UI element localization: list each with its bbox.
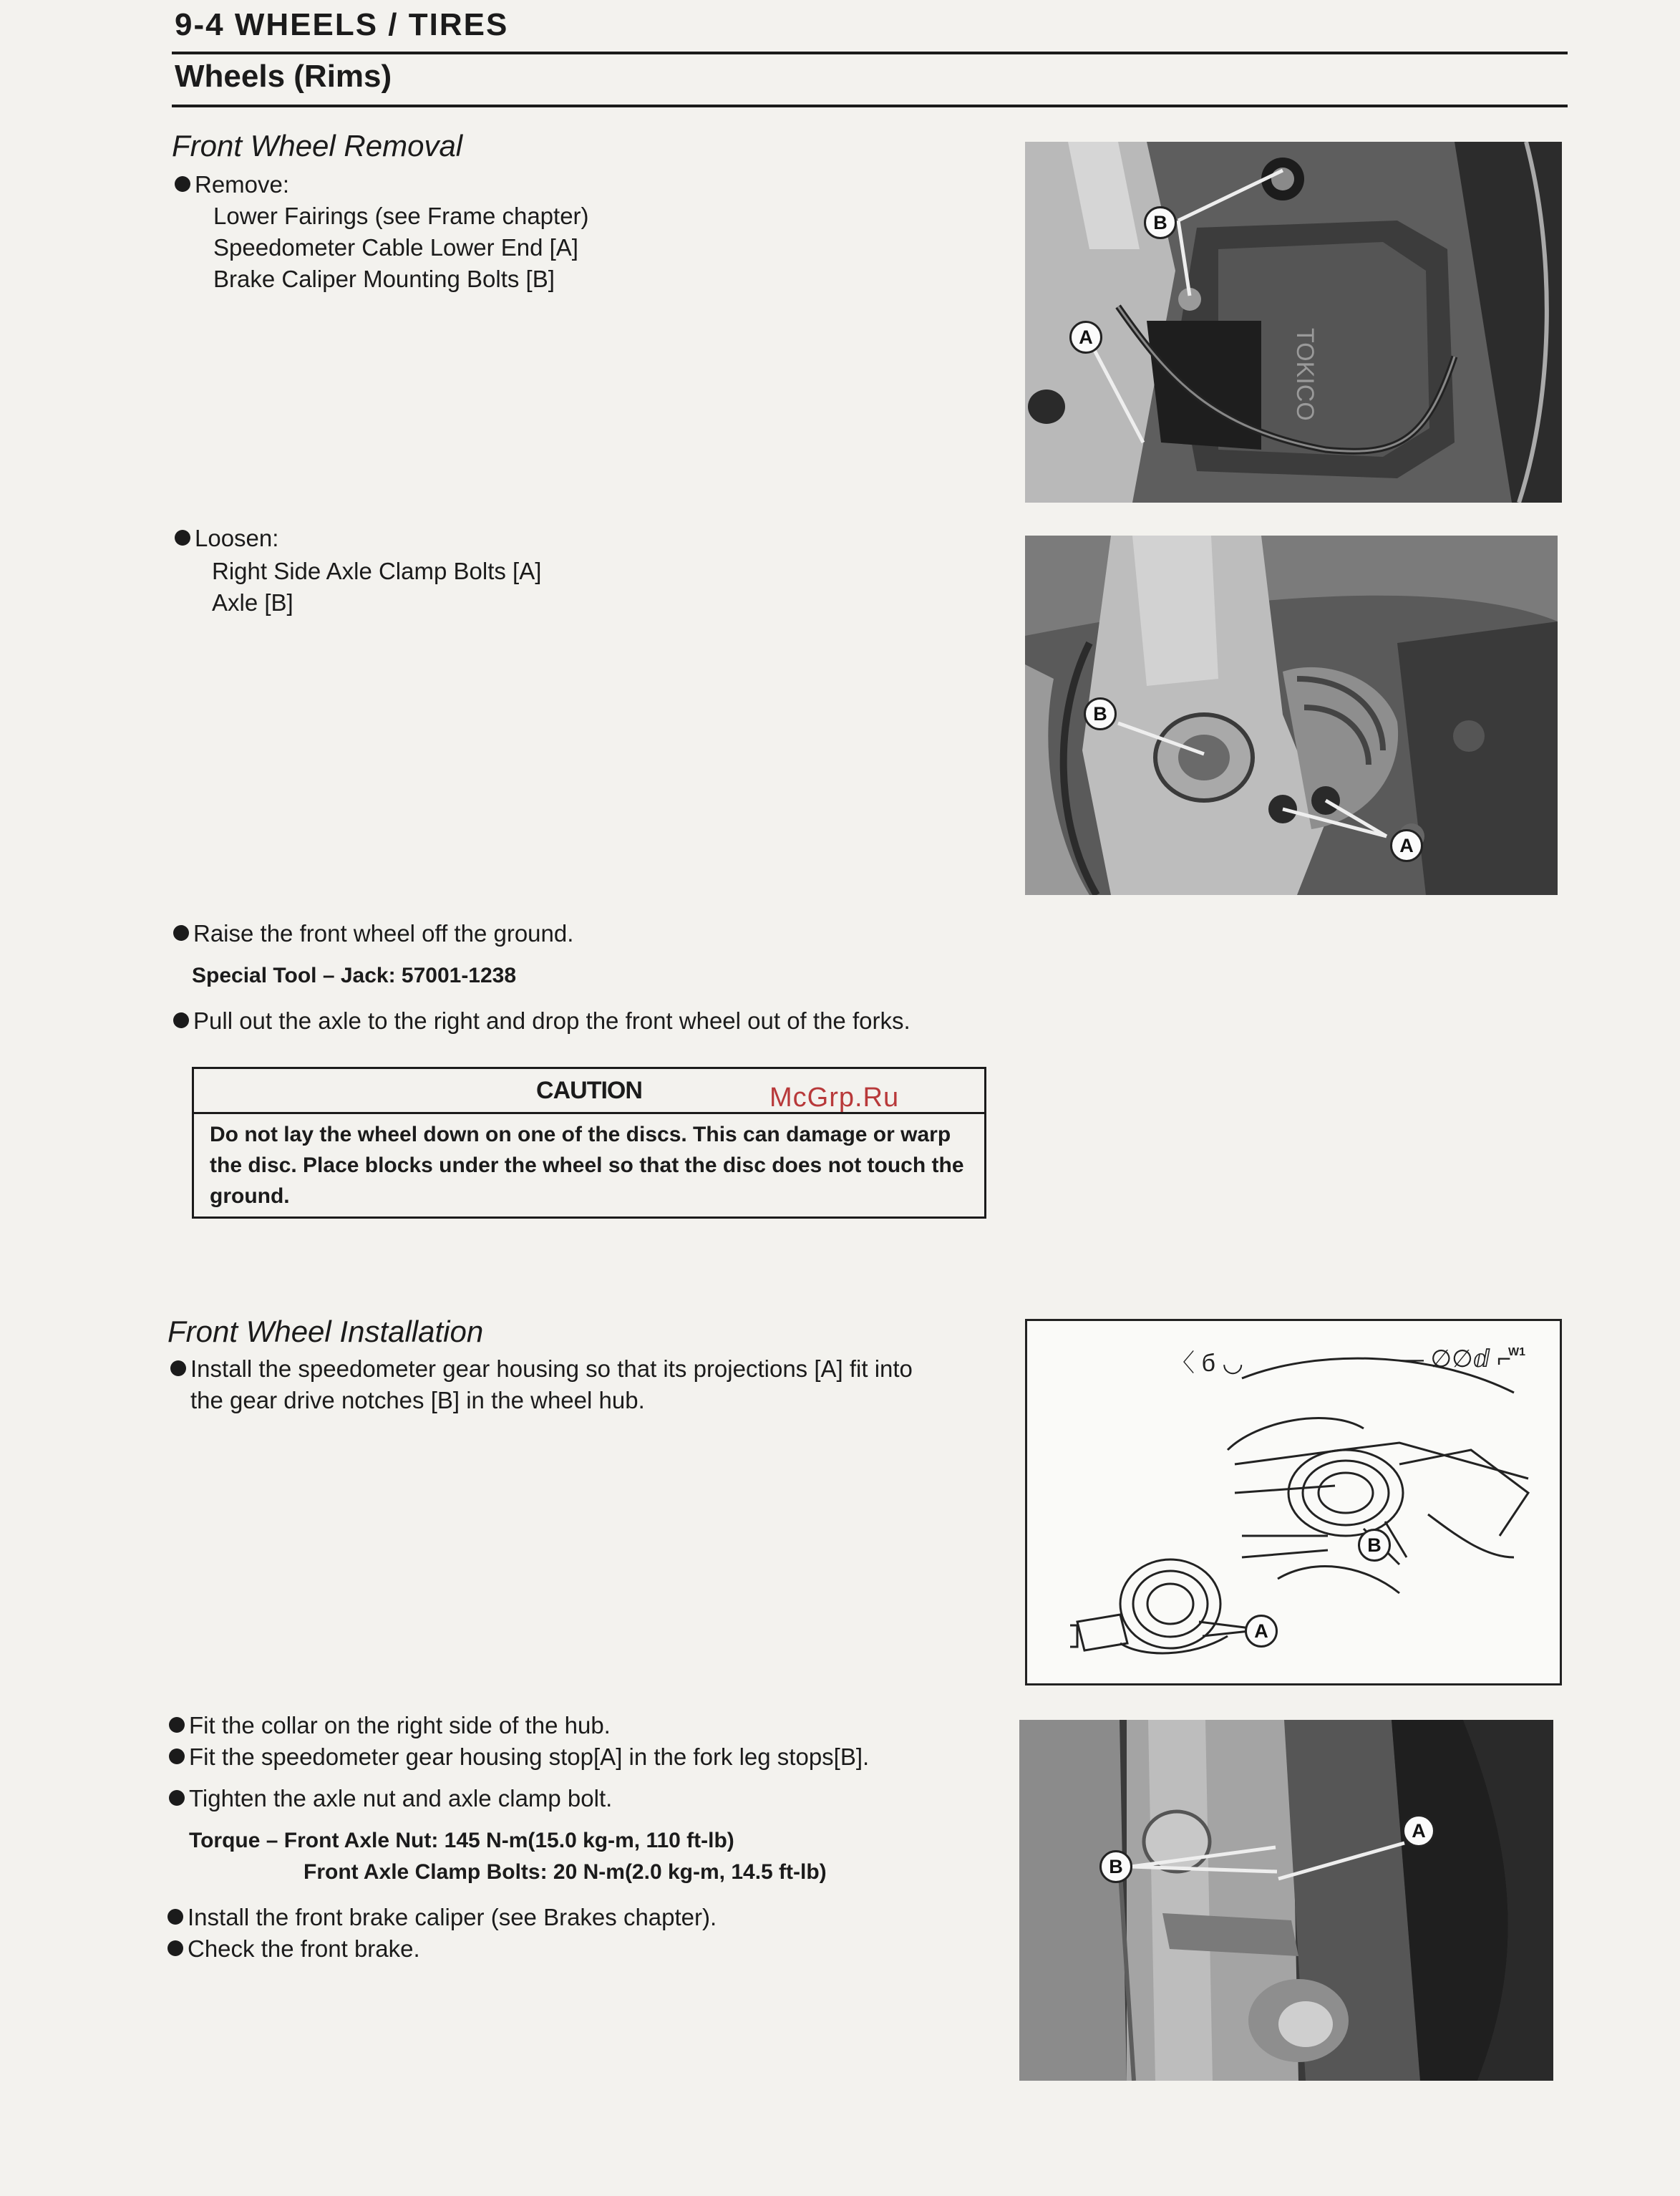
callout-a: A	[1390, 829, 1423, 862]
loosen-item-1: Right Side Axle Clamp Bolts [A]	[212, 558, 542, 584]
bullet-icon	[169, 1748, 185, 1764]
section-title: Wheels (Rims)	[175, 59, 392, 94]
torque-line-2: Front Axle Clamp Bolts: 20 N-m(2.0 kg-m, 14.5 ft-lb)	[304, 1860, 827, 1884]
check-step	[167, 1933, 420, 1965]
figure-code: W1	[1508, 1346, 1525, 1358]
decorative-numbers: 〈 б ◡	[1170, 1350, 1244, 1377]
pull-step	[173, 1005, 911, 1037]
fork-leg-photo-drawing	[1019, 1720, 1553, 2081]
bullet-icon	[169, 1717, 185, 1733]
remove-item-1: Lower Fairings (see Frame chapter)	[213, 203, 589, 229]
fork-leg-photo	[1019, 1720, 1553, 2081]
decorative-numbers: — ∅∅ⅆ ⌐	[1399, 1345, 1512, 1373]
installation-title: Front Wheel Installation	[167, 1315, 484, 1348]
special-tool: Special Tool – Jack: 57001-1238	[192, 964, 517, 987]
collar-step	[169, 1710, 611, 1741]
stop-step	[169, 1741, 869, 1773]
bullet-icon	[175, 176, 190, 192]
caution-heading: CAUTION	[194, 1069, 984, 1114]
page-title: 9-4 WHEELS / TIRES	[175, 7, 509, 42]
loosen-item-2: Axle [B]	[212, 589, 293, 616]
removal-title: Front Wheel Removal	[172, 129, 463, 163]
pull-text: Pull out the axle to the right and drop the front wheel out of the forks.	[193, 1007, 911, 1034]
callout-b: B	[1084, 697, 1117, 730]
remove-step	[175, 169, 289, 200]
tighten-text: Tighten the axle nut and axle clamp bolt.	[189, 1785, 613, 1812]
install-text-1: Install the speedometer gear housing so that its projections [A] fit into	[190, 1355, 913, 1382]
bullet-icon	[173, 1012, 189, 1028]
bullet-icon	[167, 1909, 183, 1925]
bullet-icon	[167, 1940, 183, 1956]
callout-a: A	[1402, 1814, 1435, 1847]
callout-a: A	[1245, 1615, 1278, 1648]
bullet-icon	[170, 1360, 186, 1376]
bullet-icon	[175, 530, 190, 546]
raise-step	[173, 918, 573, 949]
caliper-photo	[1025, 142, 1562, 503]
callout-b: B	[1358, 1529, 1391, 1562]
loosen-step	[175, 523, 278, 554]
caliper-text: Install the front brake caliper (see Brakes chapter).	[188, 1904, 717, 1930]
collar-text: Fit the collar on the right side of the hub.	[189, 1712, 611, 1738]
callout-b: B	[1144, 206, 1177, 239]
callout-b: B	[1099, 1850, 1132, 1883]
callout-a: A	[1069, 321, 1102, 354]
stop-text: Fit the speedometer gear housing stop[A] in the fork leg stops[B].	[189, 1743, 870, 1770]
bullet-icon	[169, 1790, 185, 1806]
caution-body: Do not lay the wheel down on one of the discs. This can damage or warp the disc. Place blocks under the wheel so that the disc does not touch the ground.	[210, 1123, 964, 1208]
remove-label: Remove:	[195, 171, 290, 198]
install-step	[170, 1353, 913, 1385]
install-text-2: the gear drive notches [B] in the wheel hub.	[190, 1387, 645, 1413]
axle-clamp-photo	[1025, 536, 1558, 895]
tokico-logo: TOKICO	[1291, 328, 1319, 421]
bullet-icon	[173, 925, 189, 941]
check-text: Check the front brake.	[188, 1935, 420, 1962]
caliper-step	[167, 1902, 717, 1933]
section-rule	[172, 105, 1568, 107]
watermark: McGrp.Ru	[769, 1083, 900, 1113]
gear-housing-drawing	[1027, 1321, 1560, 1683]
loosen-label: Loosen:	[195, 525, 279, 551]
tighten-step	[169, 1783, 612, 1814]
remove-item-3: Brake Caliper Mounting Bolts [B]	[213, 266, 555, 292]
torque-line-1: Torque – Front Axle Nut: 145 N-m(15.0 kg-m, 110 ft-lb)	[189, 1829, 734, 1852]
remove-item-2: Speedometer Cable Lower End [A]	[213, 234, 578, 261]
raise-text: Raise the front wheel off the ground.	[193, 920, 574, 947]
caliper-photo-drawing	[1025, 142, 1562, 503]
header-rule	[172, 52, 1568, 54]
gear-housing-diagram	[1025, 1319, 1562, 1685]
